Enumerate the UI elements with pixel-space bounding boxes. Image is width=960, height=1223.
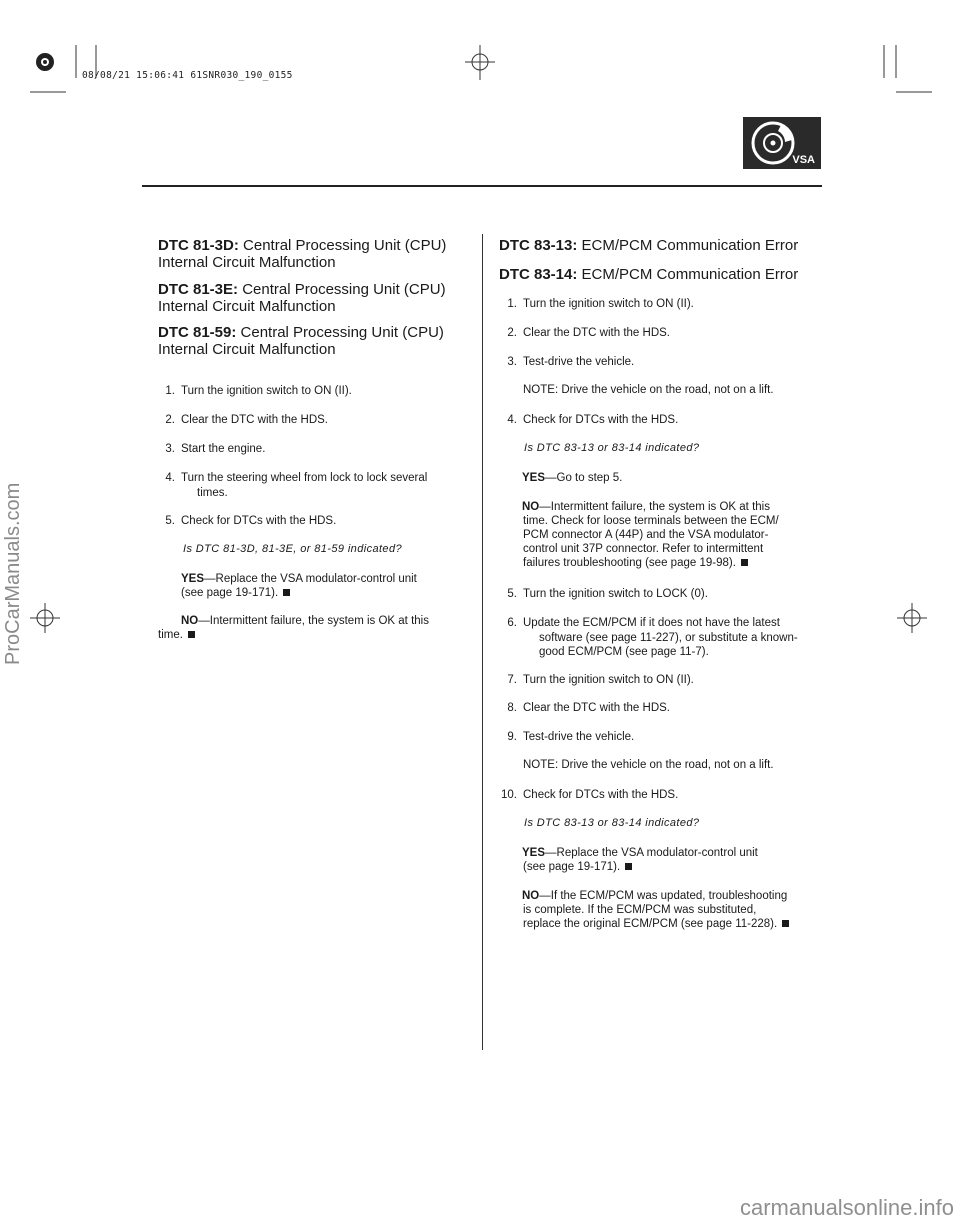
dtc-heading-81-3e xyxy=(158,281,446,315)
dtc-heading-83-13 xyxy=(499,237,798,254)
step-text-cont: times. xyxy=(197,486,228,499)
step-text: Turn the ignition switch to ON (II). xyxy=(523,674,694,686)
em-dash: — xyxy=(539,501,551,513)
answer-text: Replace the VSA modulator-control unit xyxy=(556,847,758,859)
answer-text-cont: replace the original ECM/PCM (see page 11-228). xyxy=(523,918,778,930)
print-stamp: 08/08/21 15:06:41 61SNR030_190_0155 xyxy=(82,70,293,81)
no-answer xyxy=(522,889,787,904)
no-label: NO xyxy=(522,501,540,513)
step-text: Turn the ignition switch to ON (II). xyxy=(523,298,694,310)
dtc-code: DTC 83-14: xyxy=(499,266,578,283)
no-label: NO xyxy=(522,890,540,902)
dtc-title: Central Processing Unit (CPU) xyxy=(240,324,444,341)
answer-text-cont: failures troubleshooting (see page 19-98). xyxy=(523,557,736,569)
dtc-code: DTC 81-3E: xyxy=(158,281,239,298)
end-square-icon xyxy=(741,559,748,566)
answer-text-cont: is complete. If the ECM/PCM was substituted, xyxy=(523,904,757,916)
end-square-icon xyxy=(782,920,789,927)
answer-text-cont: (see page 19-171). xyxy=(523,861,621,873)
dtc-title: Central Processing Unit (CPU) xyxy=(242,281,446,298)
step-number: 9. xyxy=(507,731,517,743)
step-number: 3. xyxy=(507,356,517,368)
step-text: Turn the ignition switch to LOCK (0). xyxy=(523,588,708,600)
step-text: Start the engine. xyxy=(181,443,266,455)
step-text: Update the ECM/PCM if it does not have the latest xyxy=(523,617,780,629)
dtc-title-cont: Internal Circuit Malfunction xyxy=(158,298,336,315)
answer-text: If the ECM/PCM was updated, troubleshooting xyxy=(550,890,788,902)
question-text: Is DTC 81-3D, 81-3E, or 81-59 indicated? xyxy=(183,543,402,555)
em-dash: — xyxy=(545,847,557,859)
bottom-watermark: carmanualsonline.info xyxy=(739,1195,954,1220)
yes-label: YES xyxy=(181,573,205,585)
step-text-cont: good ECM/PCM (see page 11-7). xyxy=(539,646,709,658)
question-text: Is DTC 83-13 or 83-14 indicated? xyxy=(524,442,700,454)
no-answer-cont xyxy=(158,628,195,643)
dtc-title: Central Processing Unit (CPU) xyxy=(243,237,447,254)
step-number: 2. xyxy=(507,327,517,339)
dtc-heading-81-59 xyxy=(158,324,444,358)
step-text: Check for DTCs with the HDS. xyxy=(523,789,679,801)
answer-text: Replace the VSA modulator-control unit xyxy=(215,573,417,585)
yes-answer-cont xyxy=(523,860,632,875)
em-dash: — xyxy=(539,890,551,902)
em-dash: — xyxy=(198,615,210,627)
step-number: 1. xyxy=(165,385,175,397)
side-watermark: ProCarManuals.com xyxy=(2,482,24,665)
step-number: 5. xyxy=(165,515,175,527)
answer-text-cont: PCM connector A (44P) and the VSA modulator- xyxy=(523,529,769,541)
column-divider xyxy=(482,234,483,1050)
step-text-cont: software (see page 11-227), or substitute a known- xyxy=(539,631,798,644)
answer-text: Intermittent failure, the system is OK at this xyxy=(550,501,770,513)
step-number: 3. xyxy=(165,443,175,455)
yes-answer xyxy=(522,471,622,486)
em-dash: — xyxy=(204,573,216,585)
answer-text-cont-end xyxy=(523,917,789,932)
step-number: 6. xyxy=(507,617,517,629)
end-square-icon xyxy=(625,863,632,870)
dtc-title: ECM/PCM Communication Error xyxy=(581,237,799,254)
no-answer xyxy=(522,500,770,515)
answer-text-cont-end xyxy=(523,556,748,571)
dtc-title: ECM/PCM Communication Error xyxy=(581,266,799,283)
step-text: Test-drive the vehicle. xyxy=(523,356,635,368)
end-square-icon xyxy=(188,631,195,638)
yes-answer xyxy=(181,572,417,587)
step-text: Clear the DTC with the HDS. xyxy=(523,702,670,714)
dtc-code: DTC 83-13: xyxy=(499,237,578,254)
yes-answer xyxy=(522,846,758,861)
note-text: NOTE: Drive the vehicle on the road, not on a lift. xyxy=(523,759,774,771)
yes-label: YES xyxy=(522,472,546,484)
step-number: 10. xyxy=(501,789,517,801)
step-text: Check for DTCs with the HDS. xyxy=(523,414,679,426)
step-text: Turn the ignition switch to ON (II). xyxy=(181,385,352,397)
dtc-heading-83-14 xyxy=(499,266,798,283)
question-text: Is DTC 83-13 or 83-14 indicated? xyxy=(524,817,700,829)
step-text: Test-drive the vehicle. xyxy=(523,731,635,743)
step-number: 7. xyxy=(507,674,517,686)
step-text: Turn the steering wheel from lock to lock several xyxy=(181,472,428,484)
dtc-heading-81-3d xyxy=(158,237,446,271)
em-dash: — xyxy=(545,472,557,484)
step-text: Clear the DTC with the HDS. xyxy=(181,414,328,426)
step-number: 4. xyxy=(507,414,517,426)
dtc-code: DTC 81-59: xyxy=(158,324,237,341)
answer-text-cont: (see page 19-171). xyxy=(181,587,279,599)
note-text: NOTE: Drive the vehicle on the road, not on a lift. xyxy=(523,384,774,396)
end-square-icon xyxy=(283,589,290,596)
dtc-title-cont: Internal Circuit Malfunction xyxy=(158,341,336,358)
vsa-logo-text: VSA xyxy=(792,154,815,166)
no-answer xyxy=(181,614,429,629)
header-rule xyxy=(142,185,822,187)
vsa-section-logo xyxy=(743,117,821,169)
answer-text-cont: time. xyxy=(158,629,183,641)
answer-text: Go to step 5. xyxy=(556,472,623,484)
yes-answer-cont xyxy=(181,586,290,601)
step-text: Check for DTCs with the HDS. xyxy=(181,515,337,527)
answer-text-cont: control unit 37P connector. Refer to intermittent xyxy=(523,543,764,555)
step-number: 5. xyxy=(507,588,517,600)
dtc-title-cont: Internal Circuit Malfunction xyxy=(158,254,336,271)
step-number: 2. xyxy=(165,414,175,426)
step-number: 8. xyxy=(507,702,517,714)
step-text: Clear the DTC with the HDS. xyxy=(523,327,670,339)
yes-label: YES xyxy=(522,847,546,859)
step-number: 4. xyxy=(165,472,175,484)
answer-text-cont: time. Check for loose terminals between the ECM/ xyxy=(523,515,779,527)
no-label: NO xyxy=(181,615,199,627)
answer-text: Intermittent failure, the system is OK at this xyxy=(209,615,429,627)
step-number: 1. xyxy=(507,298,517,310)
dtc-code: DTC 81-3D: xyxy=(158,237,239,254)
